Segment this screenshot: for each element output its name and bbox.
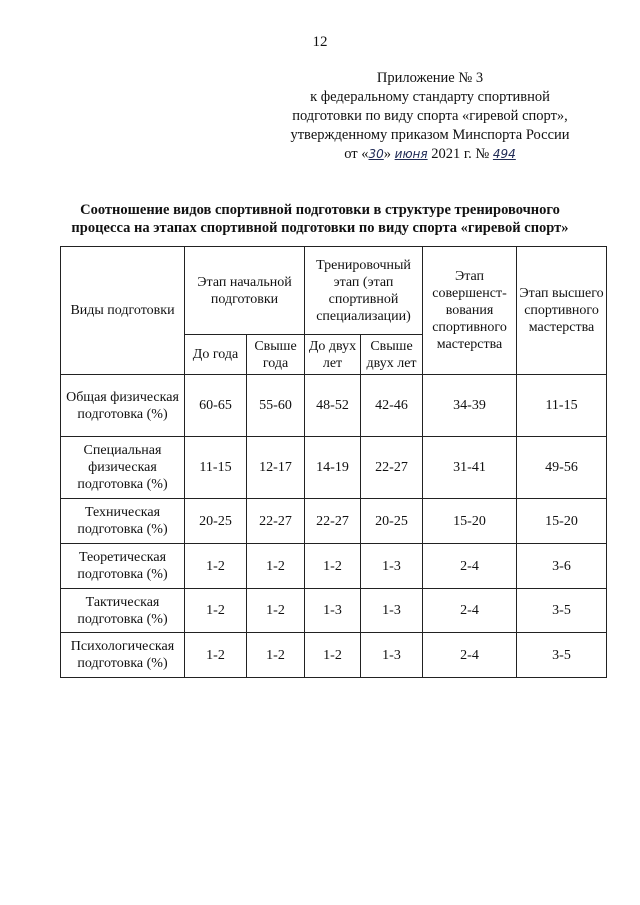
table-cell: 1-3 xyxy=(361,544,423,589)
appendix-block xyxy=(280,69,580,164)
table-cell: 1-2 xyxy=(305,633,361,678)
table-cell: 34-39 xyxy=(423,375,517,437)
appendix-line: к федеральному стандарту спортивной xyxy=(310,89,550,105)
appendix-line: подготовки по виду спорта «гиревой спорт», xyxy=(292,108,568,124)
appendix-date-line xyxy=(280,145,580,164)
table-cell: 12-17 xyxy=(247,437,305,499)
handwritten-order-number: 494 xyxy=(492,147,516,161)
appendix-line: Приложение № 3 xyxy=(376,70,484,86)
table-cell: 11-15 xyxy=(517,375,607,437)
table-cell: 1-2 xyxy=(247,589,305,633)
row-label: Психологическая подготовка (%) xyxy=(61,633,185,678)
header-initial-stage: Этап начальной подготовки xyxy=(185,247,305,335)
table-cell: 42-46 xyxy=(361,375,423,437)
table-cell: 22-27 xyxy=(305,499,361,544)
date-mid: » xyxy=(383,146,392,162)
header-higher-mastery-stage: Этап высшего спортивного мастерства xyxy=(517,247,607,375)
table-cell: 2-4 xyxy=(423,633,517,678)
table-row xyxy=(61,544,607,589)
subheader-over-two-years: Свыше двух лет xyxy=(361,335,423,375)
table-cell: 22-27 xyxy=(361,437,423,499)
date-year: 2021 г. № xyxy=(431,146,490,162)
table-cell: 14-19 xyxy=(305,437,361,499)
table-cell: 1-2 xyxy=(305,544,361,589)
table-cell: 20-25 xyxy=(361,499,423,544)
handwritten-day: 30 xyxy=(368,147,384,161)
table-cell: 2-4 xyxy=(423,589,517,633)
table-row xyxy=(61,633,607,678)
table-cell: 3-5 xyxy=(517,633,607,678)
table-row xyxy=(61,437,607,499)
table-cell: 2-4 xyxy=(423,544,517,589)
header-row xyxy=(61,247,607,335)
table-cell: 55-60 xyxy=(247,375,305,437)
appendix-line: утвержденному приказом Минспорта России xyxy=(290,127,570,143)
table-cell: 15-20 xyxy=(423,499,517,544)
header-training-types: Виды подготовки xyxy=(61,247,185,375)
table-cell: 60-65 xyxy=(185,375,247,437)
row-label: Общая физическая подготовка (%) xyxy=(61,375,185,437)
table-cell: 3-5 xyxy=(517,589,607,633)
training-ratio-table xyxy=(60,246,607,678)
row-label: Тактическая подготовка (%) xyxy=(61,589,185,633)
row-label: Специальная физическая подготовка (%) xyxy=(61,437,185,499)
table-cell: 22-27 xyxy=(247,499,305,544)
table-cell: 49-56 xyxy=(517,437,607,499)
subheader-up-to-two-years: До двух лет xyxy=(305,335,361,375)
table-cell: 1-2 xyxy=(247,544,305,589)
table-cell: 1-2 xyxy=(185,589,247,633)
table-cell: 48-52 xyxy=(305,375,361,437)
table-cell: 1-3 xyxy=(361,633,423,678)
table-cell: 1-2 xyxy=(185,544,247,589)
subheader-over-year: Свыше года xyxy=(247,335,305,375)
header-training-stage: Тренировочный этап (этап спортивной специализации) xyxy=(305,247,423,335)
subheader-up-to-year: До года xyxy=(185,335,247,375)
table-row xyxy=(61,589,607,633)
table-row xyxy=(61,375,607,437)
date-prefix: от « xyxy=(344,146,369,162)
table-cell: 31-41 xyxy=(423,437,517,499)
table-cell: 1-3 xyxy=(361,589,423,633)
title-line: Соотношение видов спортивной подготовки в структуре тренировочного xyxy=(80,202,560,218)
handwritten-month: июня xyxy=(394,147,428,161)
row-label: Теоретическая подготовка (%) xyxy=(61,544,185,589)
table-cell: 1-2 xyxy=(247,633,305,678)
title-line: процесса на этапах спортивной подготовки по виду спорта «гиревой спорт» xyxy=(71,220,569,236)
table-cell: 3-6 xyxy=(517,544,607,589)
page-number: 12 xyxy=(312,34,328,50)
table-cell: 11-15 xyxy=(185,437,247,499)
row-label: Техническая подготовка (%) xyxy=(61,499,185,544)
table-cell: 1-3 xyxy=(305,589,361,633)
table-row xyxy=(61,499,607,544)
header-improvement-stage: Этап совершенст-вования спортивного мастерства xyxy=(423,247,517,375)
table-cell: 15-20 xyxy=(517,499,607,544)
table-cell: 1-2 xyxy=(185,633,247,678)
table-cell: 20-25 xyxy=(185,499,247,544)
table-title xyxy=(40,201,600,237)
